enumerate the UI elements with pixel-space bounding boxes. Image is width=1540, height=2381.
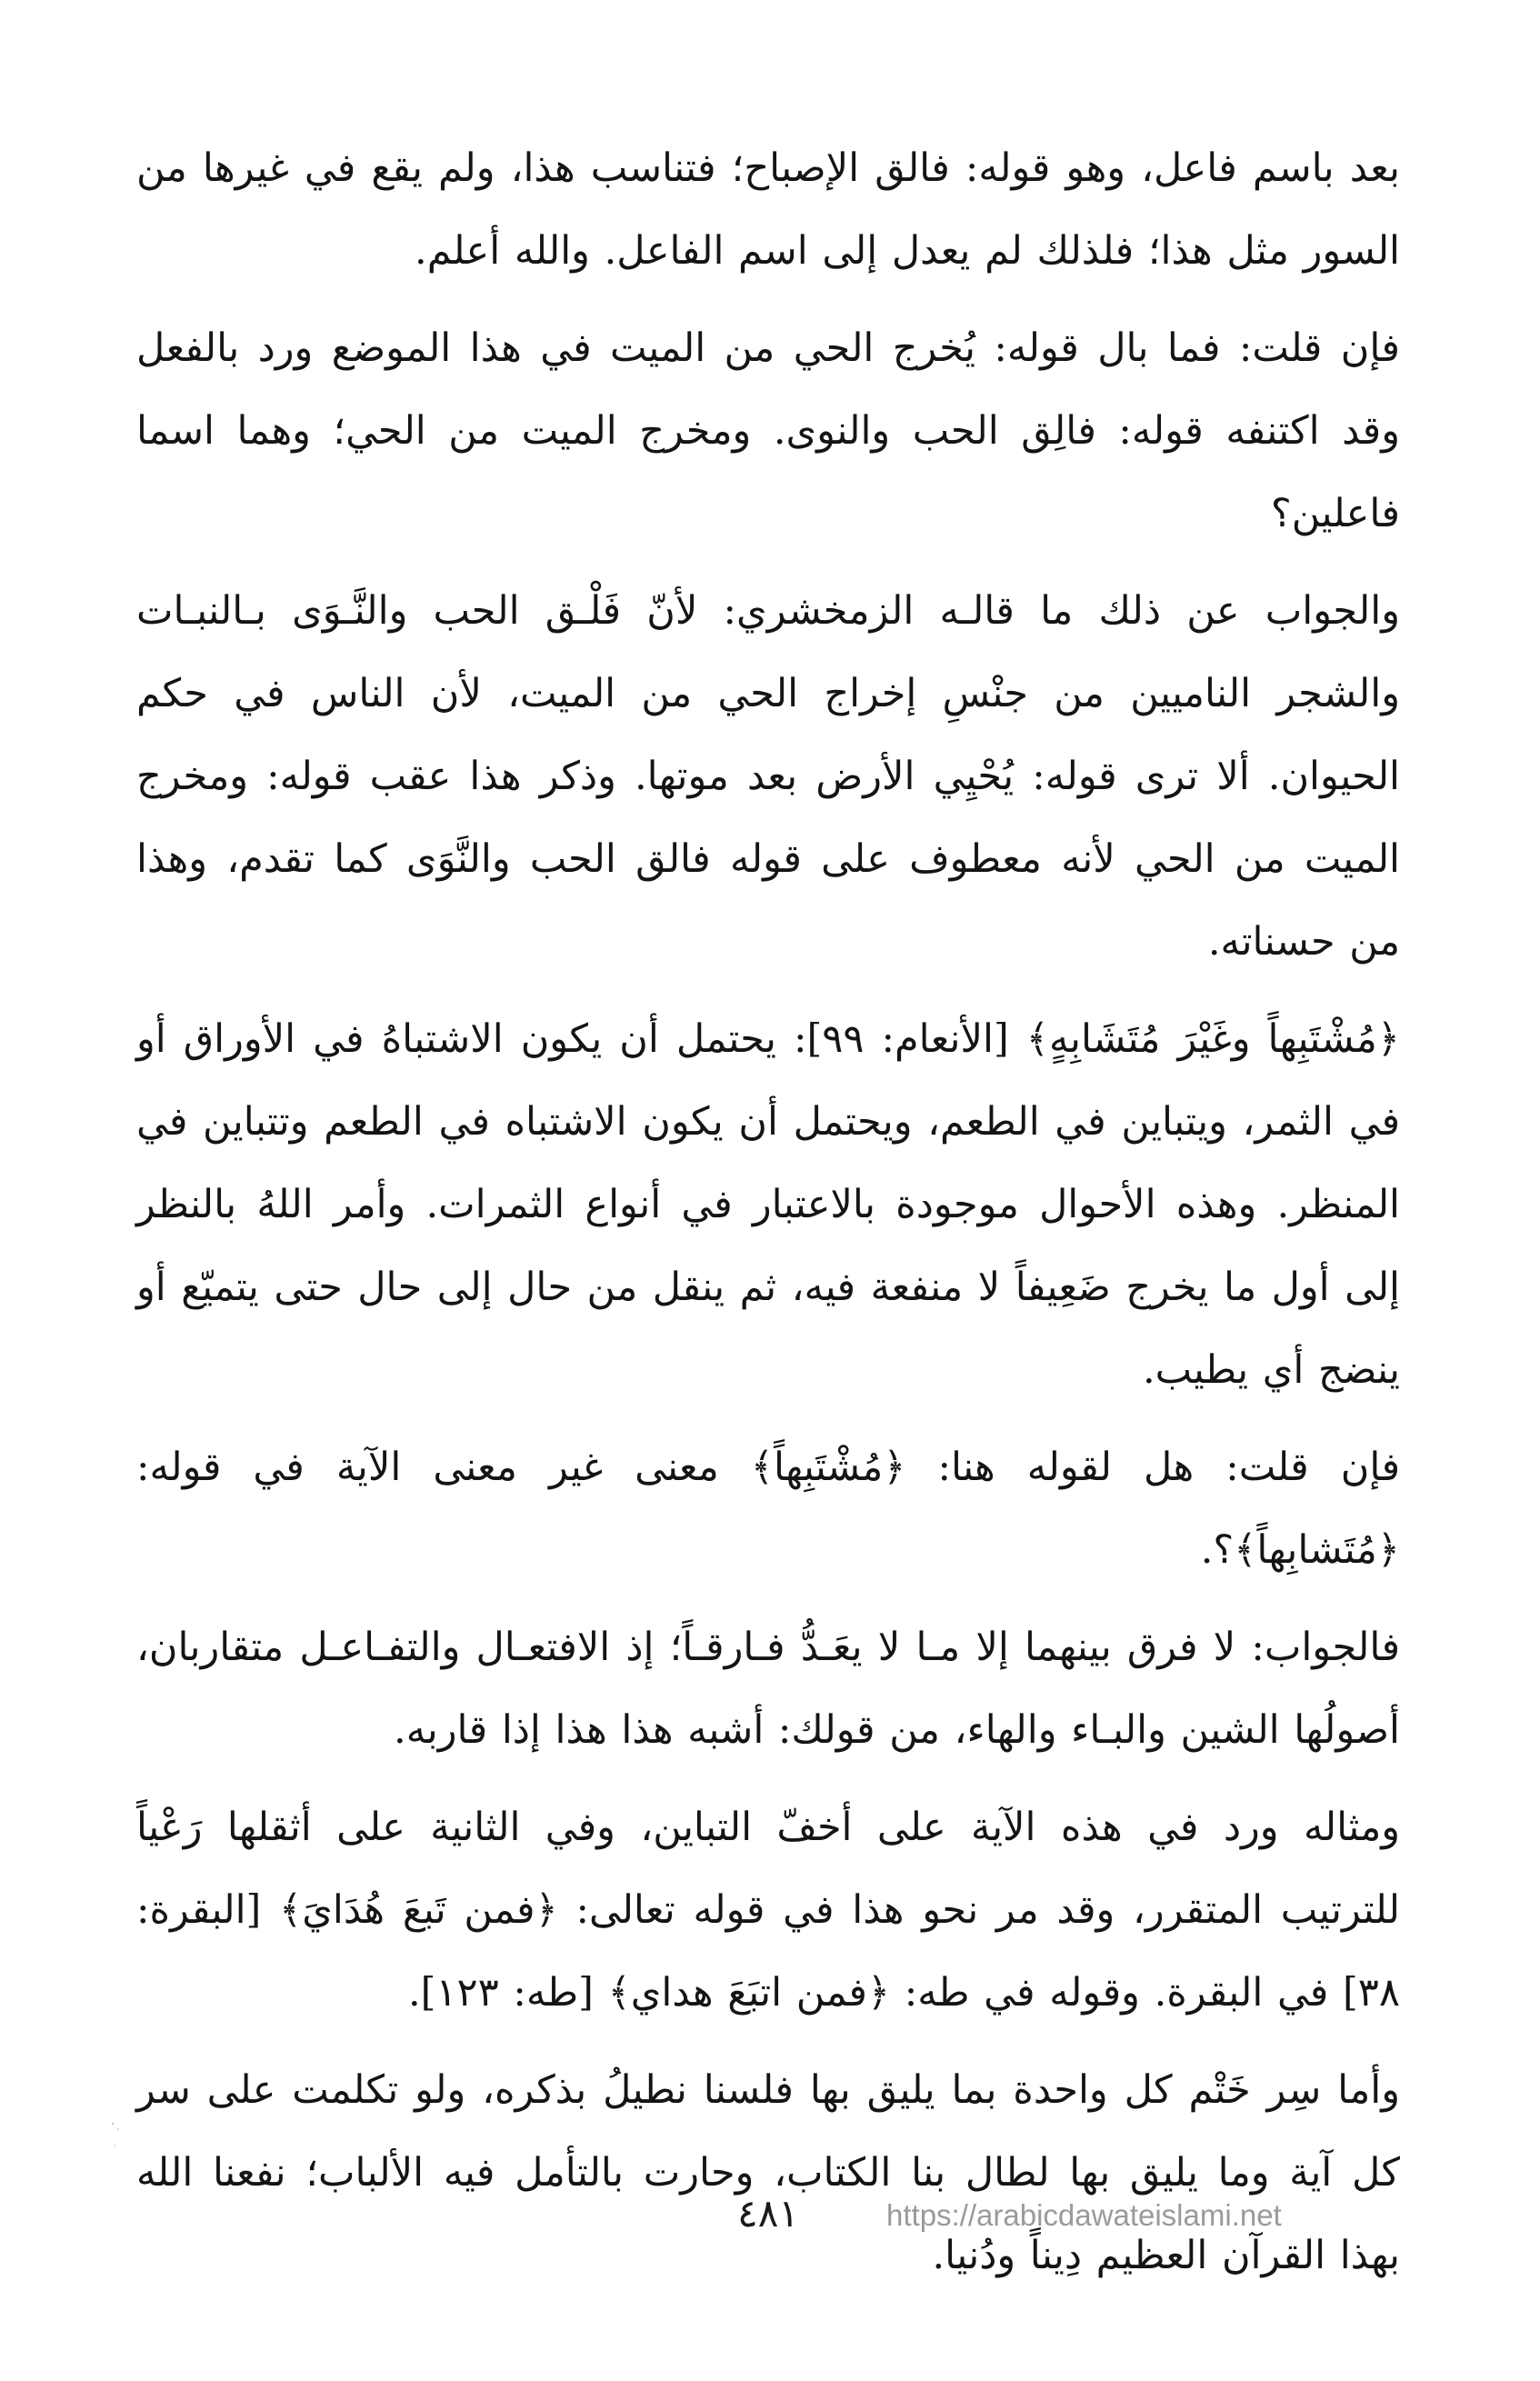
paragraph-8: وأما سِر خَتْم كل واحدة بما يليق بها فلسنا نطيلُ بذكره، ولو تكلمت على سر كل آية وما يليق بها لطال بنا الكتاب، وحارت بالتأمل فيه الألباب؛ نفعنا الله بهذا القرآن العظيم دِيناً ودُنيا. — [136, 2067, 1400, 2278]
paragraph-7: ومثاله ورد في هذه الآية على أخفّ التباين، وفي الثانية على أثقلها رَعْياً للترتيب المتقرر، وقد مر نحو هذا في قوله تعالى: ﴿فمن تَبعَ هُدَايَ﴾ [البقرة: ٣٨] في البقرة. وقوله في طه: ﴿فمن اتبَعَ هداي﴾ [طه: ١٢٣]. — [136, 1805, 1400, 2016]
paragraph-5: فإن قلت: هل لقوله هنا: ﴿مُشْتَبِهاً﴾ معنى غير معنى الآية في قوله: ﴿مُتَشابِهاً﴾؟. — [136, 1445, 1400, 1573]
paragraph-4: ﴿مُشْتَبِهاً وغَيْرَ مُتَشَابِهٍ﴾ [الأنعام: ٩٩]: يحتمل أن يكون الاشتباهُ في الأوراق أو في الثمر، ويتباين في الطعم، ويحتمل أن يكون الاشتباه في الطعم وتتباين في المنظر. وهذه الأحوال موجودة بالاعتبار في أنواع الثمرات. وأمر اللهُ بالنظر إلى أول ما يخرج ضَعِيفاً لا منفعة فيه، ثم ينقل من حال إلى حال حتى يتميّع أو ينضج أي يطيب. — [136, 1016, 1400, 1393]
watermark-url: https://arabicdawateislami.net — [886, 2198, 1282, 2232]
paragraph-3: والجواب عن ذلك ما قالـه الزمخشري: لأنّ فَلْـق الحب والنَّـوَى بـالنبـات والشجر الناميين من جنْسِ إخراج الحي من الميت، لأن الناس في حكم الحيوان. ألا ترى قوله: يُحْيِي الأرض بعد موتها. وذكر هذا عقب قوله: ومخرج الميت من الحي لأنه معطوف على قوله فالق الحب والنَّوَى كما تقدم، وهذا من حسناته. — [136, 588, 1400, 965]
paragraph-1: بعد باسم فاعل، وهو قوله: فالق الإصباح؛ فتناسب هذا، ولم يقع في غيرها من السور مثل هذا؛ فلذلك لم يعدل إلى اسم الفاعل. والله أعلم. — [136, 145, 1400, 274]
scan-artifact — [109, 2118, 125, 2155]
paragraph-6: فالجواب: لا فرق بينهما إلا مـا لا يعَـدُّ فـارقـاً؛ إذ الافتعـال والتفـاعـل متقاربان، أصولُها الشين والبـاء والهاء، من قولك: أشبه هذا هذا إذا قاربه. — [136, 1625, 1400, 1753]
body-text — [136, 127, 1400, 2312]
page-number: ٤٨١ — [737, 2191, 799, 2236]
paragraph-2: فإن قلت: فما بال قوله: يُخرج الحي من الميت في هذا الموضع ورد بالفعل وقد اكتنفه قوله: فالِق الحب والنوى. ومخرج الميت من الحي؛ وهما اسما فاعلين؟ — [136, 325, 1400, 536]
